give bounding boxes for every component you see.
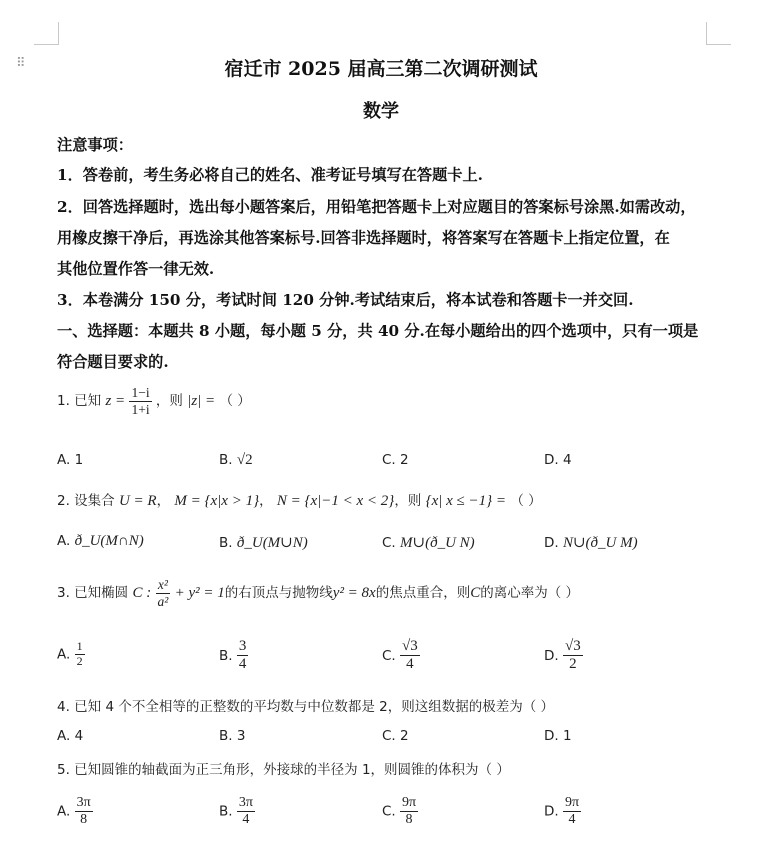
q3-fraction [156, 577, 171, 609]
question-4: 4. 已知 4 个不全相等的正整数的平均数与中位数都是 2，则这组数据的极差为（ ） [57, 699, 555, 715]
q2-prefix: 2. 设集合 [57, 493, 115, 509]
q3-option-c-fraction [400, 638, 420, 674]
q2-sep-2: ， [259, 493, 273, 509]
q5-option-d[interactable] [544, 795, 581, 828]
q2-mid: ，则 [394, 493, 422, 509]
q3-prefix: 3. 已知椭圆 [57, 585, 129, 602]
q4-option-b[interactable]: B. 3 [219, 728, 246, 744]
q2-option-a-label: A. [57, 533, 71, 549]
q2-option-d-expr: N∪(ð_U M) [562, 535, 638, 551]
exam-subject: 数学 [363, 101, 399, 122]
q2-set-u: U = R [118, 493, 157, 509]
q5-option-a-num: 3π [75, 795, 93, 812]
question-2 [57, 489, 542, 510]
q2-option-c-label: C. [382, 535, 396, 551]
q5-option-d-label: D. [544, 803, 559, 820]
q5-option-c-label: C. [382, 803, 396, 820]
drag-handle-icon[interactable]: ⠿ [16, 56, 25, 71]
q3-option-b-label: B. [219, 647, 233, 664]
q3-option-b-num: 3 [237, 638, 249, 656]
q5-option-b-fraction [237, 795, 255, 828]
instruction-item-2-line-1: 2．回答选择题时，选出每小题答案后，用铅笔把答题卡上对应题目的答案标号涂黑.如需改动， [57, 198, 696, 216]
q3-var-c: C [470, 585, 481, 602]
q3-option-b[interactable] [219, 638, 248, 674]
q1-abs: |z| = [187, 393, 216, 410]
q3-option-d[interactable] [544, 638, 583, 674]
q3-option-a-label: A. [57, 646, 71, 663]
q1-paren: （ ） [219, 393, 251, 410]
q2-option-a[interactable] [57, 533, 144, 550]
q2-option-b-expr: ð_U(M∪N) [236, 535, 308, 551]
q5-option-b[interactable] [219, 795, 255, 828]
q5-option-b-label: B. [219, 803, 233, 820]
q2-option-c-expr: M∪(ð_U N) [400, 535, 475, 551]
q5-option-d-den: 4 [568, 812, 576, 828]
q3-option-a-num: 1 [76, 639, 83, 653]
instruction-item-3: 3．本卷满分 150 分，考试时间 120 分钟.考试结束后，将本试卷和答题卡一并交回. [57, 291, 634, 309]
q5-option-a-label: A. [57, 803, 71, 820]
q5-option-a[interactable] [57, 795, 93, 828]
q4-option-d[interactable]: D. 1 [544, 728, 572, 744]
q5-option-c-fraction [400, 795, 418, 828]
q1-numerator: 1−i [131, 385, 150, 400]
q3-option-b-den: 4 [238, 656, 247, 673]
q2-set-n: N = {x|−1 < x < 2} [276, 493, 395, 509]
q1-option-b-value: √2 [236, 452, 253, 468]
q2-sep-1: ， [156, 493, 171, 509]
q5-option-c[interactable] [382, 795, 418, 828]
q3-option-d-den: 2 [569, 656, 577, 673]
q3-mid-2: 的焦点重合，则 [375, 585, 471, 602]
q3-option-c[interactable] [382, 638, 420, 674]
q5-option-d-num: 9π [563, 795, 581, 812]
q2-option-b-label: B. [219, 535, 233, 551]
q3-option-c-den: 4 [406, 656, 414, 673]
q1-z-eq: z = [105, 393, 126, 410]
instructions-heading: 注意事项： [57, 136, 133, 154]
q3-option-d-num: √3 [563, 638, 583, 656]
q5-option-d-fraction [563, 795, 581, 828]
q1-option-d[interactable]: D. 4 [544, 452, 572, 468]
q1-fraction [129, 385, 151, 417]
q3-frac-num: x² [156, 577, 171, 594]
q4-option-a[interactable]: A. 4 [57, 728, 84, 744]
question-5: 5. 已知圆锥的轴截面为正三角形，外接球的半径为 1，则圆锥的体积为（ ） [57, 762, 510, 778]
q2-paren: （ ） [510, 493, 542, 509]
q3-option-d-fraction [563, 638, 583, 674]
q1-mid: ，则 [155, 393, 183, 410]
crop-mark-top-right [706, 22, 731, 45]
q2-option-d-label: D. [544, 535, 559, 551]
q3-ellipse-c: C : [132, 585, 152, 602]
crop-mark-top-left [34, 22, 59, 45]
q5-option-c-num: 9π [400, 795, 418, 812]
q2-option-b[interactable] [219, 533, 308, 552]
instruction-item-2-line-2: 用橡皮擦干净后，再选涂其他答案标号.回答非选择题时，将答案写在答题卡上指定位置，在 [57, 229, 670, 247]
q1-option-b-label: B. [219, 452, 233, 468]
q1-denominator: 1+i [131, 401, 150, 417]
question-3 [57, 577, 579, 609]
q2-option-a-expr: ð_U(M∩N) [74, 533, 144, 549]
q3-option-d-label: D. [544, 647, 559, 664]
q5-option-a-fraction [75, 795, 93, 828]
q1-prefix: 1. 已知 [57, 393, 102, 410]
q3-parabola: y² = 8x [332, 585, 376, 602]
q5-option-b-num: 3π [237, 795, 255, 812]
q5-option-a-den: 8 [80, 812, 88, 828]
q1-option-a[interactable]: A. 1 [57, 452, 84, 468]
q2-set-m: M = {x|x > 1} [174, 493, 260, 509]
q3-option-a[interactable] [57, 640, 85, 669]
question-1 [57, 385, 251, 417]
q5-option-b-den: 4 [242, 812, 250, 828]
instruction-item-2-line-3: 其他位置作答一律无效. [57, 260, 215, 278]
q5-option-c-den: 8 [405, 812, 413, 828]
q2-option-d[interactable] [544, 533, 638, 552]
q3-option-a-den: 2 [76, 653, 83, 668]
section-1-line-2: 符合题目要求的. [57, 353, 169, 371]
instruction-item-1: 1．答卷前，考生务必将自己的姓名、准考证号填写在答题卡上. [57, 166, 483, 184]
q3-ellipse-rest: + y² = 1 [174, 585, 225, 602]
section-1-line-1: 一、选择题：本题共 8 小题，每小题 5 分，共 40 分.在每小题给出的四个选项中，只有一项是 [57, 322, 699, 340]
q3-end: 的离心率为（ ） [480, 585, 580, 602]
q3-option-a-fraction [75, 640, 85, 669]
q3-option-c-label: C. [382, 647, 396, 664]
q4-option-c[interactable]: C. 2 [382, 728, 409, 744]
q1-option-c[interactable]: C. 2 [382, 452, 409, 468]
q3-mid-1: 的右顶点与抛物线 [224, 585, 333, 602]
q2-option-c[interactable] [382, 533, 475, 552]
exam-title: 宿迁市 2025 届高三第二次调研测试 [224, 58, 538, 80]
q2-set-query: {x| x ≤ −1} = [425, 493, 507, 509]
q3-option-c-num: √3 [400, 638, 420, 656]
q1-option-b[interactable] [219, 452, 253, 469]
q3-frac-den: a² [157, 593, 169, 609]
q3-option-b-fraction [237, 638, 249, 674]
